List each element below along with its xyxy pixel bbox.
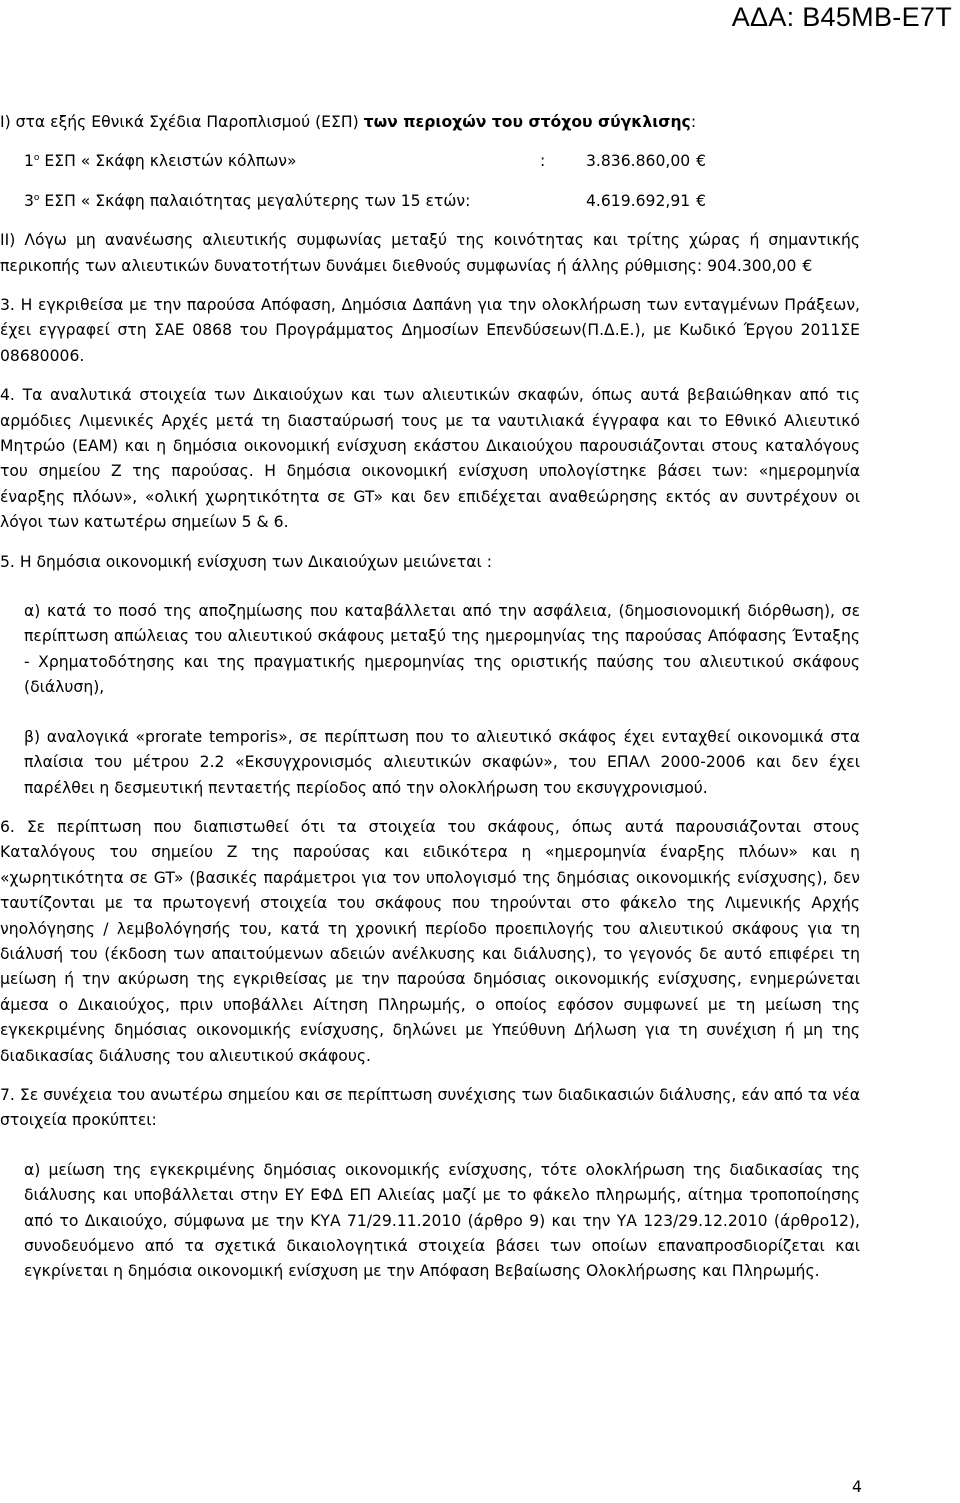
page-number: 4 bbox=[852, 1478, 862, 1496]
paragraph-5a: α) κατά το ποσό της αποζημίωσης που καταβάλλεται από την ασφάλεια, (δημοσιονομική διόρθωση), σε περίπτωση απώλειας του αλιευτικού σκάφους μεταξύ της ημερομηνίας της παρούσας Απόφασης Ένταξης - Χρηματοδότησης και της πραγματικής ημερομηνίας της οριστικής παύσης του αλιευτικού σκάφους (διάλυση), bbox=[24, 602, 860, 697]
plan-3-sup: ο bbox=[33, 192, 40, 203]
section-i-intro-bold: των περιοχών του στόχου σύγκλισης bbox=[363, 113, 691, 131]
plan-1-colon: : bbox=[540, 152, 546, 171]
plan-3-currency: € bbox=[696, 191, 707, 210]
paragraph-5b: β) αναλογικά «prorate temporis», σε περίπτωση που το αλιευτικό σκάφος έχει ενταχθεί οικονομικά στα πλαίσια του μέτρου 2.2 «Εκσυγχρονισμός αλιευτικών σκαφών», του ΕΠΑΛ 2000-2006 και δεν έχει παρέλθει η δεσμευτική πενταετής περίοδος από την ολοκλήρωση του εκσυγχρονισμού. bbox=[24, 727, 860, 797]
section-ii bbox=[0, 228, 860, 279]
plan-3-label: ΕΣΠ « Σκάφη παλαιότητας μεγαλύτερης των 15 ετών: bbox=[39, 191, 471, 210]
document-body bbox=[0, 110, 860, 1285]
ada-code: ΑΔΑ: Β45ΜΒ-Ε7Τ bbox=[731, 2, 952, 32]
section-ii-currency: € bbox=[802, 256, 813, 275]
paragraph-4: 4. Τα αναλυτικά στοιχεία των Δικαιούχων και των αλιευτικών σκαφών, όπως αυτά βεβαιώθηκαν από τις αρμόδιες Λιμενικές Αρχές μετά τη διασταύρωσή τους με τα ναυτιλιακά έγγραφα και το Εθνικό Αλιευτικό Μητρώο (ΕΑΜ) και η δημόσια οικονομική ενίσχυση εκάστου Δικαιούχου παρουσιάζονται στους καταλόγους του σημείου Ζ της παρούσας. Η δημόσια οικονομική ενίσχυση υπολογίστηκε βάσει των: «ημερομηνία έναρξης πλόων», «ολική χωρητικότητα σε GT» και δεν επιδέχεται αναθεώρησης εκτός αν συντρέχουν οι λόγοι των κατωτέρω σημείων 5 & 6. bbox=[0, 386, 860, 532]
section-ii-text: ΙΙ) Λόγω μη ανανέωσης αλιευτικής συμφωνίας μεταξύ της κοινότητας και τρίτης χώρας ή σημαντικής περικοπής των αλιευτικών δυνατοτήτων δυνάμει διεθνούς συμφωνίας ή άλλης ρύθμισης: 904.300,00 bbox=[0, 231, 860, 275]
paragraph-3: 3. Η εγκριθείσα με την παρούσα Απόφαση, Δημόσια Δαπάνη για την ολοκλήρωση των ενταγμένων Πράξεων, έχει εγγραφεί στη ΣΑΕ 0868 του Προγράμματος Δημοσίων Επενδύσεων(Π.Δ.Ε.), με Κωδικό Έργου 2011ΣΕ 08680006. bbox=[0, 296, 860, 365]
paragraph-7a: α) μείωση της εγκεκριμένης δημόσιας οικονομικής ενίσχυσης, τότε ολοκλήρωση της διαδικασίας της διάλυσης και υποβάλλεται στην ΕΥ ΕΦΔ ΕΠ Αλιείας μαζί με το φάκελο πληρωμής, αίτημα τροποποίησης από το Δικαιούχο, σύμφωνα με την ΚΥΑ 71/29.11.2010 (άρθρο 9) και την ΥΑ 123/29.12.2010 (άρθρο12), συνοδευόμενο από τα σχετικά δικαιολογητικά στοιχεία βάσει των οποίων επαναπροσδιορίζεται και εγκρίνεται η δημόσια οικονομική ενίσχυση με την Απόφαση Βεβαίωσης Ολοκλήρωσης και Πληρωμής. bbox=[24, 1160, 860, 1281]
plan-1-label: ΕΣΠ « Σκάφη κλειστών κόλπων» bbox=[39, 152, 297, 171]
paragraph-5-heading: 5. Η δημόσια οικονομική ενίσχυση των Δικαιούχων μειώνεται : bbox=[0, 552, 492, 571]
section-i-intro bbox=[0, 110, 860, 135]
plan-3-num: 3 bbox=[24, 191, 34, 210]
section-i-intro-text: Ι) στα εξής Εθνικά Σχέδια Παροπλισμού (ΕΣΠ) bbox=[0, 113, 364, 131]
plan-1-num: 1 bbox=[24, 152, 34, 171]
paragraph-6: 6. Σε περίπτωση που διαπιστωθεί ότι τα στοιχεία του σκάφους, όπως αυτά παρουσιάζονται στους Καταλόγους του σημείου Ζ της παρούσας και ειδικότερα η «ημερομηνία έναρξης πλόων» και η «χωρητικότητα σε GT» (βασικές παράμετροι για τον υπολογισμό της δημόσιας οικονομικής ενίσχυσης), δεν ταυτίζονται με τα πρωτογενή στοιχεία του σκάφους που τηρούνται στο φάκελο της Λιμενικής Αρχής νηολόγησης / λεμβολόγησής του, κατά τη χρονική περίοδο προεπιλογής του αλιευτικού σκάφους για τη διάλυσή του (έκδοση των απαιτούμενων αδειών ανέλκυσης και διάλυσης), το γεγονός δε αυτό επιφέρει τη μείωση ή την ακύρωση της εγκριθείσας με την παρούσα δημόσιας οικονομικής ενίσχυσης, ενημερώνεται άμεσα ο Δικαιούχος, πριν υποβάλλει Αίτηση Πληρωμής, ο οποίος εφόσον συμφωνεί με τη μείωση της εγκεκριμένης δημόσιας οικονομικής ενίσχυσης, δηλώνει με Υπεύθυνη Δήλωση για τη συνέχιση ή μη της διαδικασίας διάλυσης του αλιευτικού σκάφους. bbox=[0, 817, 860, 1065]
plan-row-3 bbox=[0, 189, 860, 214]
section-i-intro-end: : bbox=[690, 113, 697, 131]
plan-row-1 bbox=[0, 149, 860, 174]
plan-3-amount: 4.619.692,91 bbox=[586, 191, 691, 210]
paragraph-7-heading: 7. Σε συνέχεια του ανωτέρω σημείου και σε περίπτωση συνέχισης των διαδικασιών διάλυσης, εάν από τα νέα στοιχεία προκύπτει: bbox=[0, 1085, 860, 1130]
plan-1-sup: ο bbox=[33, 153, 40, 164]
plan-1-currency: € bbox=[696, 152, 707, 171]
plan-1-amount: 3.836.860,00 bbox=[586, 152, 691, 171]
